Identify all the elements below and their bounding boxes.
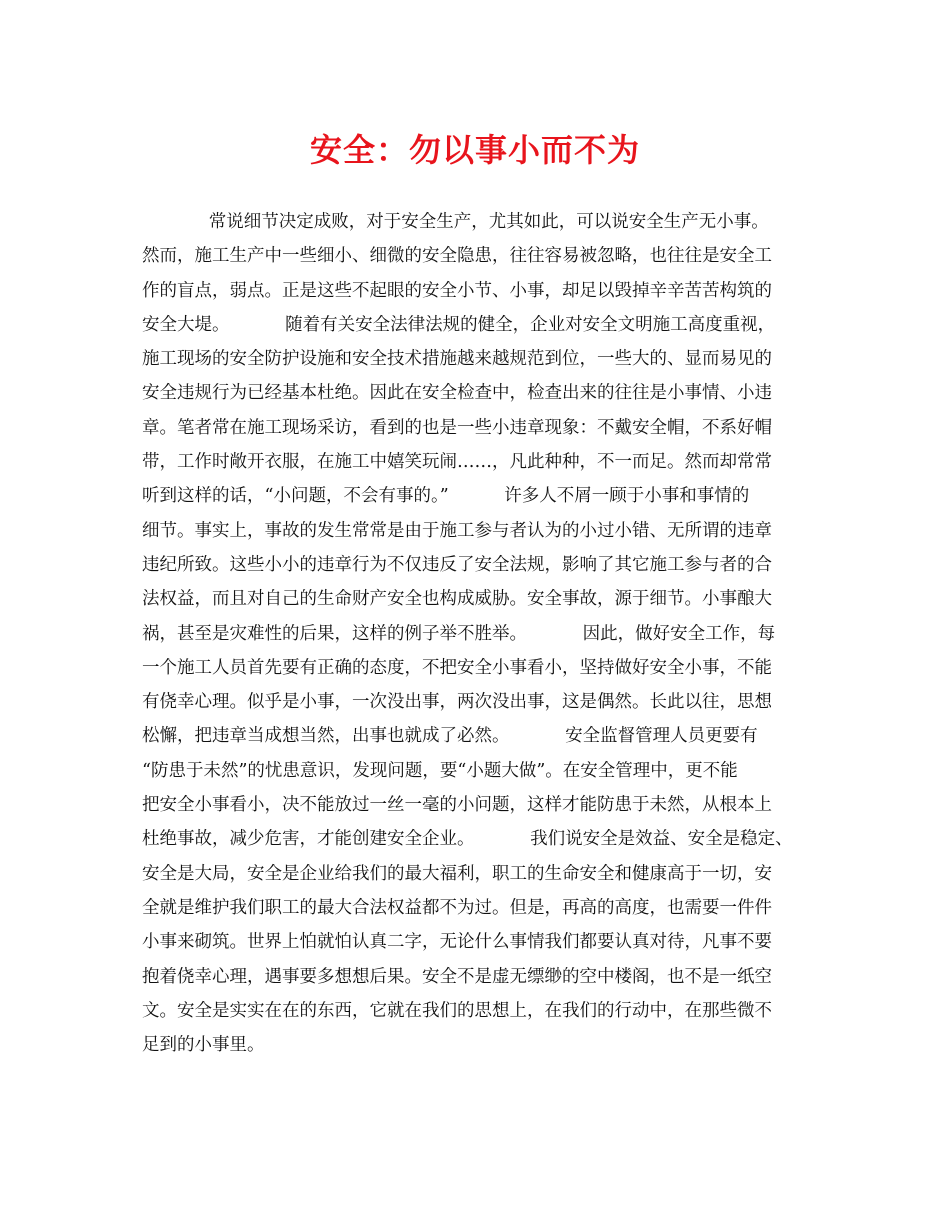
text-line: 然而，施工生产中一些细小、细微的安全隐患，往往容易被忽略，也往往是安全工 [142,246,772,267]
text-line: 法权益，而且对自己的生命财产安全也构成威胁。安全事故，源于细节。小事酿大 [142,589,772,610]
text-line: 小事来砌筑。世界上怕就怕认真二字，无论什么事情我们都要认真对待，凡事不要 [142,932,772,953]
text-line: 细节。事实上，事故的发生常常是由于施工参与者认为的小过小错、无所谓的违章 [142,520,772,541]
text-line: 违纪所致。这些小小的违章行为不仅违反了安全法规，影响了其它施工参与者的合 [142,554,772,575]
text-line: 安全是大局，安全是企业给我们的最大福利，职工的生命安全和健康高于一切，安 [142,863,772,884]
text-line: 作的盲点，弱点。正是这些不起眼的安全小节、小事，却足以毁掉辛辛苦苦构筑的 [142,280,772,301]
text-line: 安全大堤。 随着有关安全法律法规的健全，企业对安全文明施工高度重视， [142,314,776,335]
page-title: 安全：勿以事小而不为 [309,131,640,169]
body-paragraph [142,205,832,1062]
text-line: 足到的小事里。 [142,1035,265,1056]
text-line: 松懈，把违章当成想当然，出事也就成了必然。 安全监督管理人员更要有 [142,726,758,747]
text-line: 安全违规行为已经基本杜绝。因此在安全检查中，检查出来的往往是小事情、小违 [142,383,772,404]
text-line: 听到这样的话，“小问题，不会有事的。” 许多人不屑一顾于小事和事情的 [142,486,750,507]
text-line: 祸，甚至是灾难性的后果，这样的例子举不胜举。 因此，做好安全工作，每 [142,623,776,644]
text-line: 施工现场的安全防护设施和安全技术措施越来越规范到位，一些大的、显而易见的 [142,349,772,370]
text-line: 杜绝事故，减少危害，才能创建安全企业。 我们说安全是效益、安全是稳定、 [142,829,793,850]
text-line: 文。安全是实实在在的东西，它就在我们的思想上，在我们的行动中，在那些微不 [142,1000,772,1021]
text-line: 常说细节决定成败，对于安全生产，尤其如此，可以说安全生产无小事。 [142,212,769,232]
text-line: 章。笔者常在施工现场采访，看到的也是一些小违章现象：不戴安全帽，不系好帽 [142,417,772,438]
text-line: 把安全小事看小，决不能放过一丝一毫的小问题，这样才能防患于未然，从根本上 [142,795,772,816]
text-line: 抱着侥幸心理，遇事要多想想后果。安全不是虚无缥缈的空中楼阁，也不是一纸空 [142,966,772,987]
text-line: 一个施工人员首先要有正确的态度，不把安全小事看小，坚持做好安全小事，不能 [142,657,772,678]
text-line: “防患于未然”的忧患意识，发现问题，要“小题大做”。在安全管理中，更不能 [142,760,738,781]
text-line: 全就是维护我们职工的最大合法权益都不为过。但是，再高的高度，也需要一件件 [142,897,772,918]
text-line: 有侥幸心理。似乎是小事，一次没出事，两次没出事，这是偶然。长此以往，思想 [142,692,772,713]
text-line: 带，工作时敞开衣服，在施工中嬉笑玩闹……，凡此种种，不一而足。然而却常常 [142,452,772,473]
